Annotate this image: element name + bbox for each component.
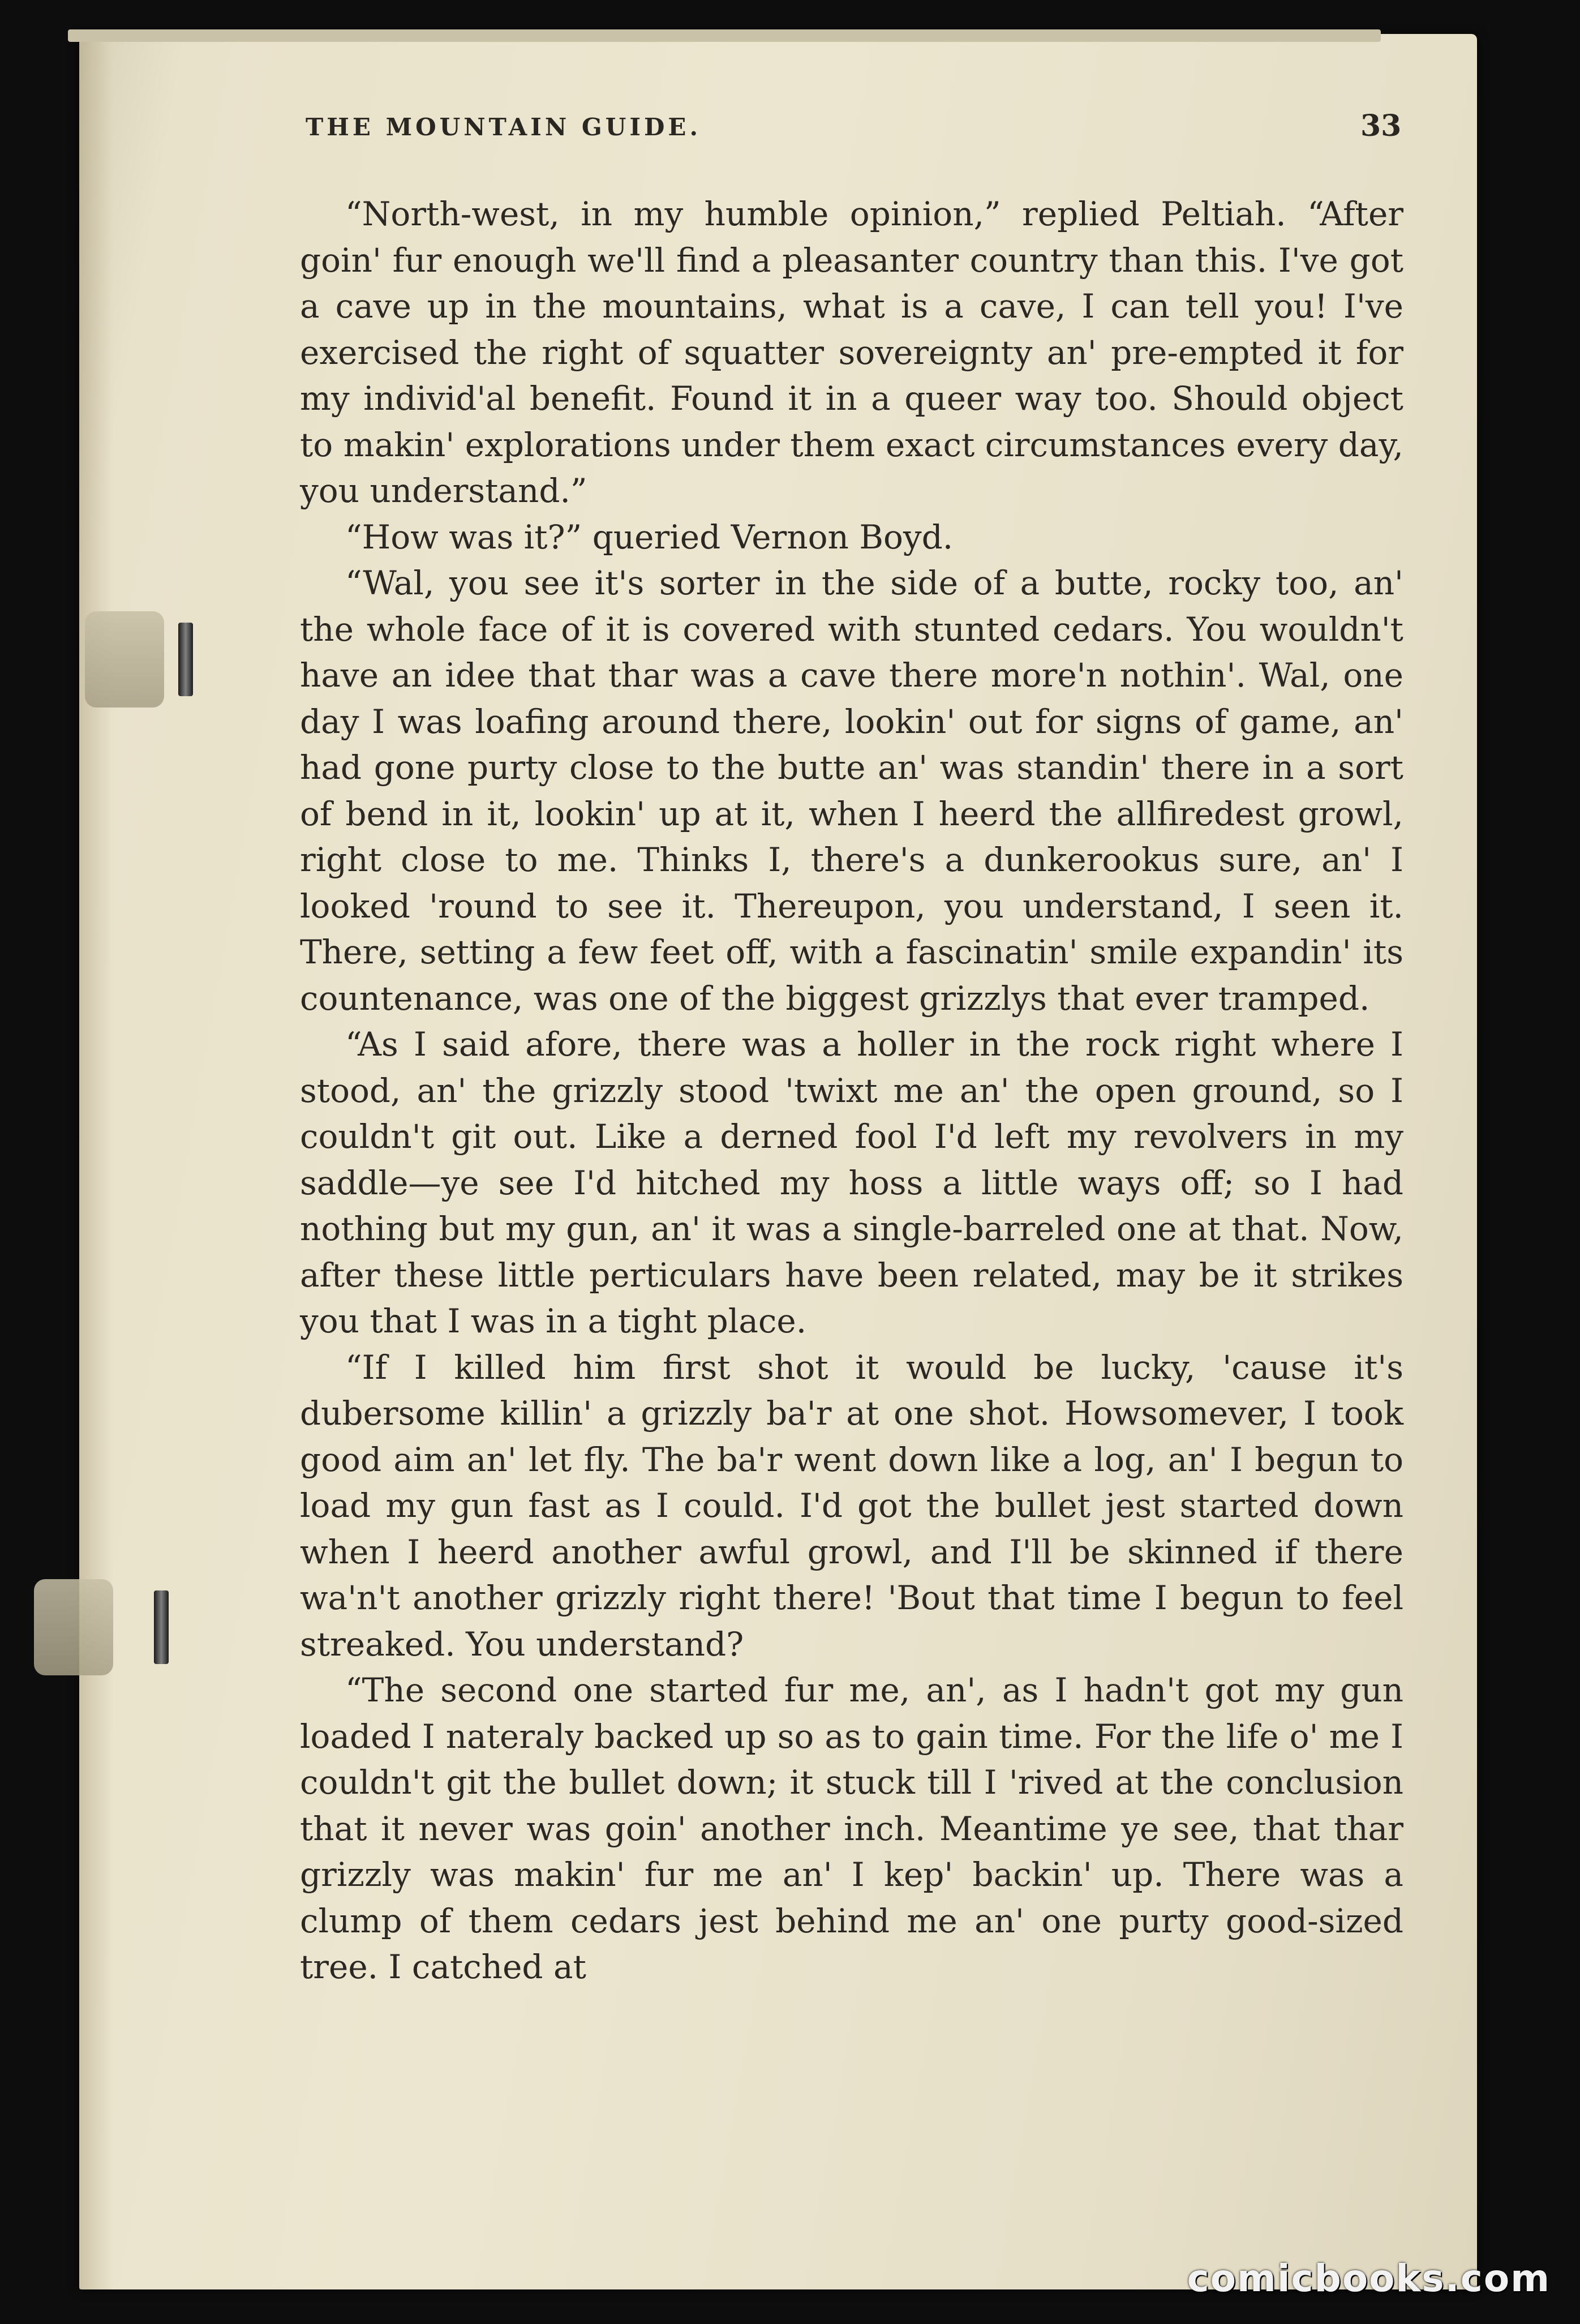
staple-lower — [154, 1590, 169, 1664]
site-watermark: comicbooks.com — [1187, 2257, 1551, 2300]
binding-tab-lower — [34, 1579, 113, 1675]
page-number: 33 — [1360, 109, 1402, 143]
page-top-edge — [68, 29, 1381, 42]
running-head: THE MOUNTAIN GUIDE. — [306, 113, 702, 141]
paragraph: “As I said afore, there was a holler in the rock right where I stood, an' the grizzly stood 'twixt me an' the open ground, so I couldn't git out. Like a derned fool I'd left my revolvers in my saddle—ye see I'd hitched my hoss a little ways off; so I had nothing but my gun, an' it was a single-barreled one at that. Now, after these little perticulars have been related, may be it strikes you that I was in a tight place. — [300, 1025, 1403, 1340]
paragraph: “How was it?” queried Vernon Boyd. — [345, 517, 954, 556]
paragraph: “Wal, you see it's sorter in the side of a butte, rocky too, an' the whole face of it is covered with stunted cedars. You wouldn't have an idee that thar was a cave there more'n nothin'. Wal, one day I was loafing around there, lookin' out for signs of game, an' had gone purty close to the butte an' was standin' there in a sort of bend in it, lookin' up at it, when I heerd the allfiredest growl, right close to me. Thinks I, there's a dunkerookus sure, an' I looked 'round to see it. Thereupon, you understand, I seen it. There, setting a few feet off, with a fascinatin' smile expandin' its countenance, was one of the biggest grizzlys that ever tramped. — [300, 564, 1403, 1018]
body-text — [300, 191, 1403, 1991]
paragraph: “The second one started fur me, an', as I hadn't got my gun loaded I nateraly backed up so as to gain time. For the life o' me I couldn't git the bullet down; it stuck till I 'rived at the conclusion that it never was goin' another inch. Meantime ye see, that thar grizzly was makin' fur me an' I kep' backin' up. There was a clump of them cedars jest behind me an' one purty good-sized tree. I catched at — [300, 1671, 1403, 1986]
binding-tab-upper — [85, 611, 164, 708]
paragraph: “If I killed him first shot it would be lucky, 'cause it's dubersome killin' a grizzly ba'r at one shot. Howsomever, I took good aim an' let fly. The ba'r went down like a log, an' I begun to load my gun fast as I could. I'd got the bullet jest started down when I heerd another awful growl, and I'll be skinned if there wa'n't another grizzly right there! 'Bout that time I begun to feel streaked. You understand? — [300, 1348, 1403, 1663]
paragraph: “North-west, in my humble opinion,” replied Peltiah. “After goin' fur enough we'll find a pleasanter country than this. I've got a cave up in the mountains, what is a cave, I can tell you! I've exercised the right of squatter sovereignty an' pre-empted it for my individ'al benefit. Found it in a queer way too. Should object to makin' explorations under them exact circumstances every day, you understand.” — [300, 195, 1403, 510]
staple-upper — [178, 623, 193, 696]
